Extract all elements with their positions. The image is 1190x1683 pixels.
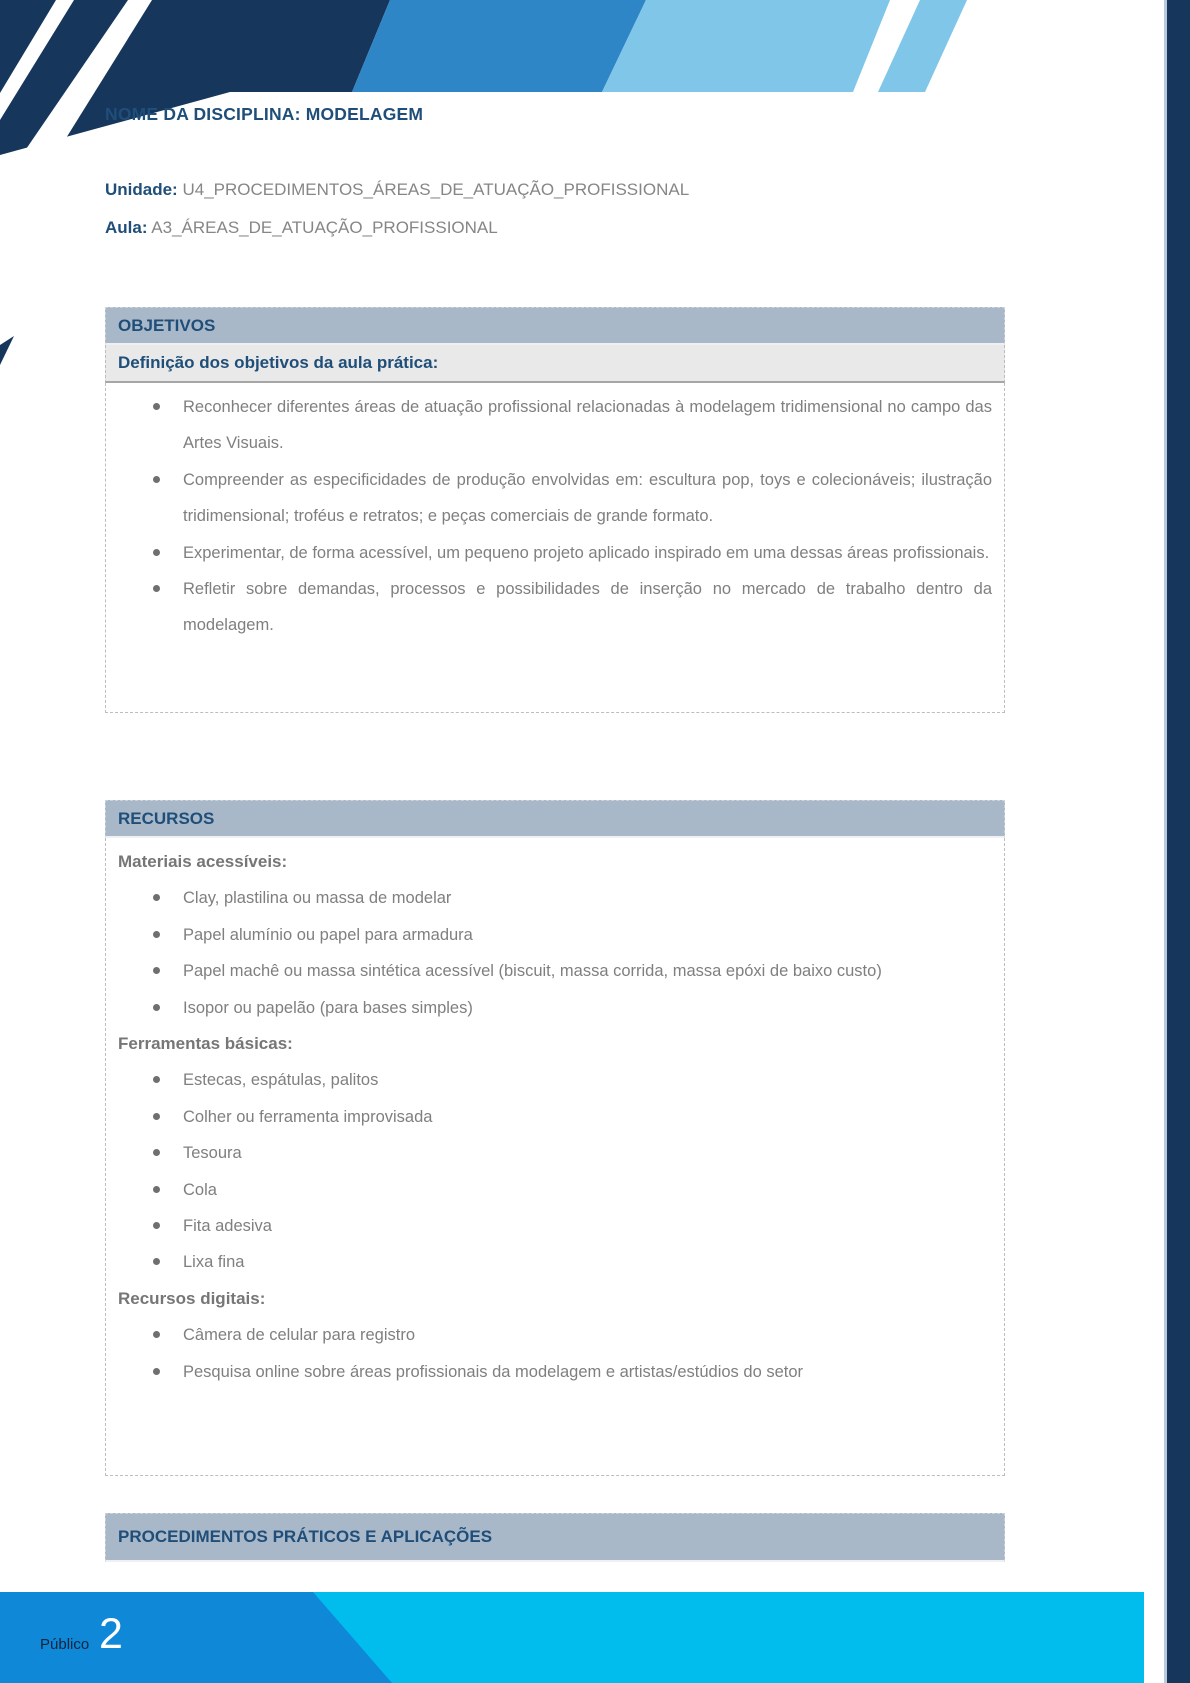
bullet-text: Reconhecer diferentes áreas de atuação profissional relacionadas à modelagem tridimensional no campo das Artes Visuais. [183, 398, 992, 453]
banner-lightblue-stripe [878, 0, 967, 92]
section-objetivos-body [105, 383, 1005, 713]
aula-label: Aula: [105, 218, 148, 237]
unidade-line [105, 171, 689, 209]
bullet-item [106, 880, 1004, 916]
bullet-item [106, 1135, 1004, 1171]
banner-lightblue-shape [602, 0, 890, 92]
bullet-dot [153, 1113, 160, 1120]
bullet-text: Câmera de celular para registro [183, 1326, 416, 1345]
bullet-item [106, 1172, 1004, 1208]
bullet-text: Papel machê ou massa sintética acessível (biscuit, massa corrida, massa epóxi de baixo custo) [183, 962, 882, 981]
bullet-text: Estecas, espátulas, palitos [183, 1071, 379, 1090]
section-recursos-header: RECURSOS [105, 800, 1005, 838]
footer-page-number: 2 [99, 1610, 123, 1658]
document-meta [105, 171, 689, 247]
bullet-text: Pesquisa online sobre áreas profissionais da modelagem e artistas/estúdios do setor [183, 1362, 804, 1381]
unidade-label: Unidade: [105, 180, 178, 199]
footer-classification: Público [40, 1636, 90, 1653]
resource-group-label: Ferramentas básicas: [118, 1034, 293, 1054]
bullet-dot [153, 931, 160, 938]
bullet-text: Clay, plastilina ou massa de modelar [183, 889, 452, 908]
right-edge-bar [1167, 0, 1190, 1683]
bullet-dot [153, 967, 160, 974]
bullet-item [106, 1099, 1004, 1135]
bullet-dot [153, 585, 160, 592]
page-title: NOME DA DISCIPLINA: MODELAGEM [105, 104, 424, 124]
footer-banner [0, 1592, 1144, 1683]
bullet-dot [153, 1076, 160, 1083]
bullet-item [106, 1317, 1004, 1353]
bullet-dot [153, 1004, 160, 1011]
bullet-item [106, 990, 1004, 1026]
bullet-dot [153, 1149, 160, 1156]
bullet-text: Refletir sobre demandas, processos e possibilidades de inserção no mercado de trabalho dentro da modelagem. [183, 580, 992, 635]
bullet-item [106, 953, 1004, 989]
bullet-text: Experimentar, de forma acessível, um pequeno projeto aplicado inspirado em uma dessas áreas profissionais. [183, 543, 990, 562]
bullet-text: Compreender as especificidades de produção envolvidas em: escultura pop, toys e colecionáveis; ilustração tridimensional; troféus e retratos; e peças comerciais de grande formato. [183, 470, 992, 526]
bullet-text: Lixa fina [183, 1253, 245, 1272]
bullet-item [106, 1244, 1004, 1280]
unidade-value: U4_PROCEDIMENTOS_ÁREAS_DE_ATUAÇÃO_PROFISSIONAL [182, 180, 690, 199]
bullet-item [106, 462, 1004, 535]
bullet-item [106, 571, 1004, 644]
bullet-item [106, 1208, 1004, 1244]
bullet-dot [153, 549, 160, 556]
bullet-text: Fita adesiva [183, 1217, 272, 1236]
section-objetivos-subheader: Definição dos objetivos da aula prática: [105, 345, 1005, 383]
bullet-dot [153, 1368, 160, 1375]
bullet-dot [153, 1331, 160, 1338]
bullet-text: Colher ou ferramenta improvisada [183, 1107, 433, 1126]
bullet-dot [153, 1186, 160, 1193]
section-recursos [105, 800, 1005, 1476]
bullet-text: Tesoura [183, 1144, 242, 1163]
bullet-item [106, 535, 1004, 571]
section-procedimentos-header: PROCEDIMENTOS PRÁTICOS E APLICAÇÕES [105, 1513, 1005, 1562]
banner-blue-shape [352, 0, 646, 92]
bullet-text: Cola [183, 1180, 217, 1199]
bullet-item [106, 1354, 1004, 1390]
bullet-dot [153, 403, 160, 410]
bullet-item [106, 917, 1004, 953]
bullet-item [106, 1062, 1004, 1098]
section-procedimentos [105, 1513, 1005, 1562]
bullet-dot [153, 476, 160, 483]
section-objetivos [105, 307, 1005, 713]
resource-group-label: Recursos digitais: [118, 1288, 266, 1308]
bullet-dot [153, 1222, 160, 1229]
aula-line [105, 209, 689, 247]
bullet-text: Isopor ou papelão (para bases simples) [183, 998, 473, 1017]
aula-value: A3_ÁREAS_DE_ATUAÇÃO_PROFISSIONAL [151, 218, 498, 237]
bullet-item [106, 389, 1004, 462]
bullet-text: Papel alumínio ou papel para armadura [183, 925, 473, 944]
bullet-dot [153, 894, 160, 901]
resource-group-label: Materiais acessíveis: [118, 852, 288, 871]
section-objetivos-header: OBJETIVOS [105, 307, 1005, 345]
section-recursos-body [105, 838, 1005, 1476]
bullet-dot [153, 1258, 160, 1265]
banner-left-tick [0, 336, 14, 365]
